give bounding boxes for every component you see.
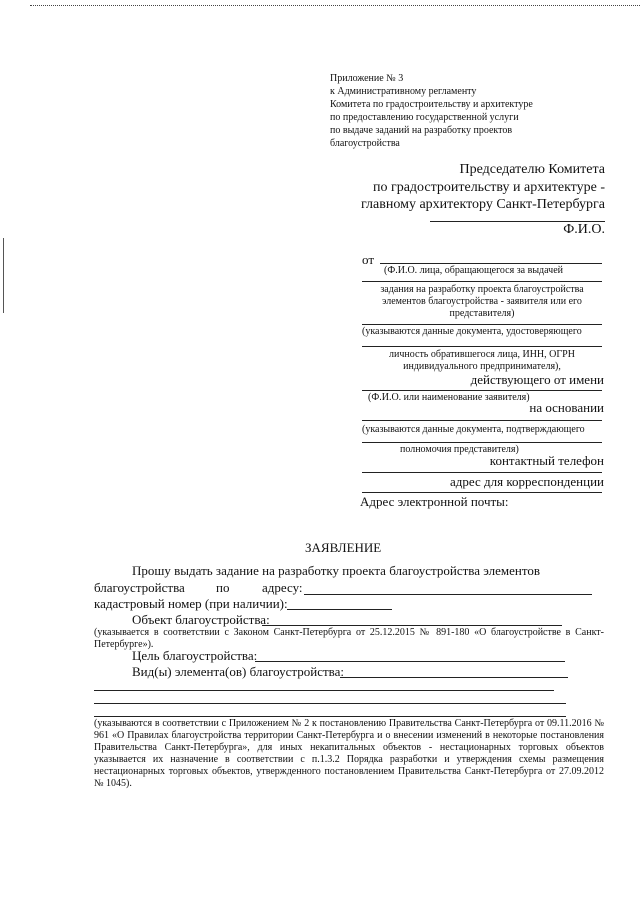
fill-line (362, 346, 602, 347)
fill-line (362, 420, 602, 421)
acting-label: действующего от имени (470, 372, 604, 387)
annex-line: Комитета по градостроительству и архитектуре (330, 99, 533, 110)
types-fill-line (94, 690, 554, 691)
object-fill-line (262, 625, 562, 626)
object-note: (указывается в соответствии с Законом Санкт-Петербурга от 25.12.2015 № 891-180 «О благоустройстве в Санкт-Петербурге»). (94, 627, 604, 650)
top-rule (30, 5, 640, 6)
request-word: адресу: (262, 580, 303, 595)
addressee-line: главному архитектору Санкт-Петербурга (361, 197, 605, 212)
hint-authority-cont: полномочия представителя) (400, 444, 519, 455)
fill-line (362, 324, 602, 325)
hint-authority: (указываются данные документа, подтверждающего (362, 424, 585, 435)
goal-label: Цель благоустройства: (132, 648, 258, 663)
annex-line: благоустройства (330, 138, 400, 149)
fill-line (362, 281, 602, 282)
statement-title: ЗАЯВЛЕНИЕ (305, 540, 382, 555)
annex-line: к Административному регламенту (330, 86, 477, 97)
basis-label: на основании (529, 400, 604, 415)
types-fill-line (94, 703, 566, 704)
hint-task: задания на разработку проекта благоустройства элементов благоустройства - заявителя или его представителя) (380, 284, 584, 319)
request-word: благоустройства (94, 580, 185, 595)
annex-line: по выдаче заданий на разработку проектов (330, 125, 513, 136)
address-fill-line (304, 594, 592, 595)
request-line-1: Прошу выдать задание на разработку проекта благоустройства элементов (132, 563, 540, 578)
fill-line (362, 472, 602, 473)
fill-line (362, 390, 602, 391)
fill-line (362, 492, 602, 493)
hint-applicant: (Ф.И.О. или наименование заявителя) (368, 392, 530, 403)
types-fill-line (94, 716, 566, 717)
request-word: по (216, 580, 230, 595)
cadastral-fill-line (287, 609, 392, 610)
object-label: Объект благоустройства: (132, 612, 270, 627)
margin-mark (3, 238, 4, 313)
addressee-line: по градостроительству и архитектуре - (372, 180, 605, 195)
goal-fill-line (255, 661, 565, 662)
address-label: адрес для корреспонденции (450, 474, 604, 489)
hint-identity: личность обратившегося лица, ИНН, ОГРН индивидуального предпринимателя), (389, 349, 575, 372)
phone-label: контактный телефон (489, 453, 604, 468)
fio-label: Ф.И.О. (563, 222, 605, 237)
cadastral-label: кадастровый номер (при наличии): (94, 596, 288, 611)
hint-document: (указываются данные документа, удостоверяющего (362, 326, 582, 337)
addressee-line: Председателю Комитета (459, 162, 605, 177)
annex-line: по предоставлению государственной услуги (330, 112, 519, 123)
annex-line: Приложение № 3 (330, 73, 404, 84)
from-prefix: от (362, 252, 375, 267)
fill-line (362, 442, 602, 443)
hint-fio: (Ф.И.О. лица, обращающегося за выдачей (384, 265, 563, 276)
types-note: (указываются в соответствии с Приложением № 2 к постановлению Правительства Санкт-Петербурга от 09.11.2016 № 961 «О Правилах благоустройства территории Санкт-Петербурга и о внесении изменений в некоторые постановления Правительства Санкт-Петербурга», для иных некапитальных объектов - нестационарных торговых объектов указывается их назначение в соответствии с п.1.3.2 Порядка разработки и утверждения схемы размещения нестационарных торговых объектов, утвержденного постановлением Правительства Санкт-Петербурга от 27.09.2012 № 1045). (94, 718, 604, 789)
types-label: Вид(ы) элемента(ов) благоустройства: (132, 664, 345, 679)
fill-line (380, 263, 602, 264)
email-label: Адрес электронной почты: (360, 494, 509, 509)
types-fill-line (340, 677, 568, 678)
